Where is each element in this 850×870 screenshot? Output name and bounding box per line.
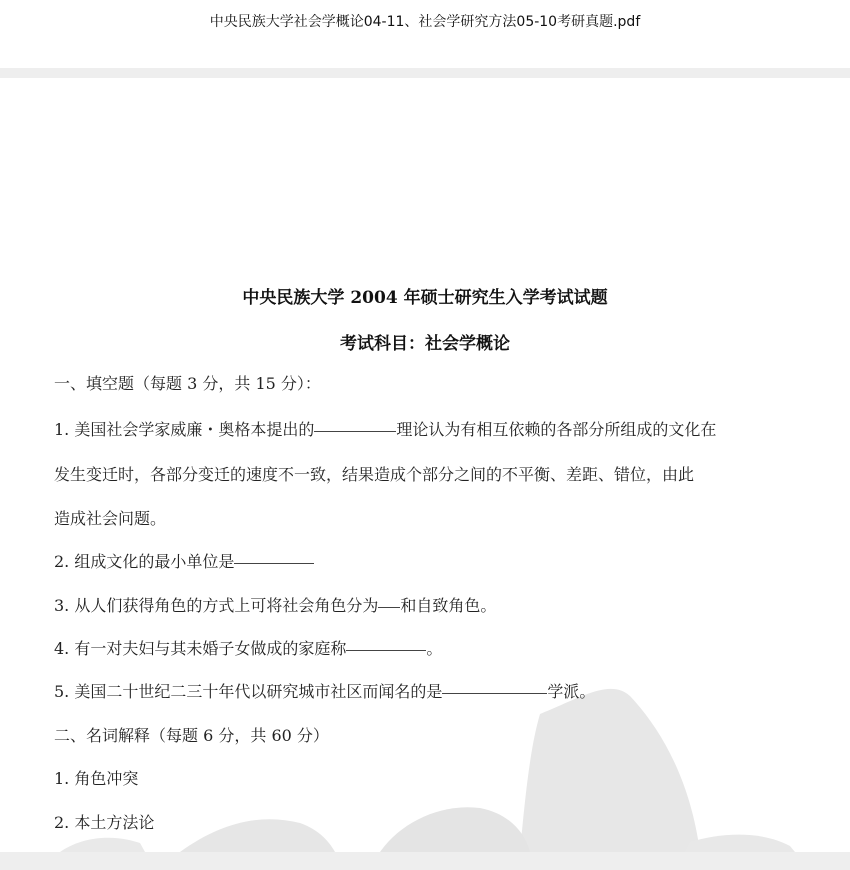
question-5: [54, 679, 595, 702]
q3-text-a: 3. 从人们获得角色的方式上可将社会角色分为: [54, 596, 379, 615]
term-2: 2. 本土方法论: [54, 813, 155, 832]
document-header: [0, 0, 850, 68]
q5-text-b: 学派。: [547, 682, 596, 701]
document-title: 中央民族大学社会学概论04-11、社会学研究方法05-10考研真题.pdf: [209, 14, 641, 30]
answer-blank: [346, 649, 426, 651]
q1-text-a: 1. 美国社会学家威廉・奥格本提出的: [54, 420, 315, 439]
answer-blank: [442, 692, 547, 694]
q5-text-a: 5. 美国二十世纪二三十年代以研究城市社区而闻名的是: [54, 682, 443, 701]
answer-blank: [234, 562, 314, 564]
pdf-page[interactable]: [0, 78, 850, 852]
question-1-line2: 发生变迁时，各部分变迁的速度不一致，结果造成个部分之间的不平衡、差距、错位，由此: [54, 465, 695, 484]
q1-text-b: 理论认为有相互依赖的各部分所组成的文化在: [396, 420, 717, 439]
question-3: [54, 593, 496, 616]
question-1-line3: 造成社会问题。: [54, 509, 167, 528]
question-2: [54, 549, 314, 572]
section2-heading: 二、名词解释（每题 6 分，共 60 分）: [54, 726, 329, 745]
q4-text-b: 。: [426, 639, 443, 658]
page-separator: [0, 68, 850, 78]
exam-subject: 考试科目：社会学概论: [340, 334, 510, 354]
q3-text-b: 和自致角色。: [400, 596, 497, 615]
question-4: [54, 636, 442, 659]
q2-text: 2. 组成文化的最小单位是: [54, 552, 235, 571]
page-separator-bottom: [0, 852, 850, 870]
question-1: [54, 417, 716, 440]
answer-blank: [378, 606, 400, 608]
term-1: 1. 角色冲突: [54, 769, 139, 788]
answer-blank: [314, 430, 396, 432]
q4-text-a: 4. 有一对夫妇与其未婚子女做成的家庭称: [54, 639, 347, 658]
section1-heading: 一、填空题（每题 3 分，共 15 分）：: [54, 374, 321, 393]
exam-title: 中央民族大学 2004 年硕士研究生入学考试试题: [242, 288, 608, 308]
